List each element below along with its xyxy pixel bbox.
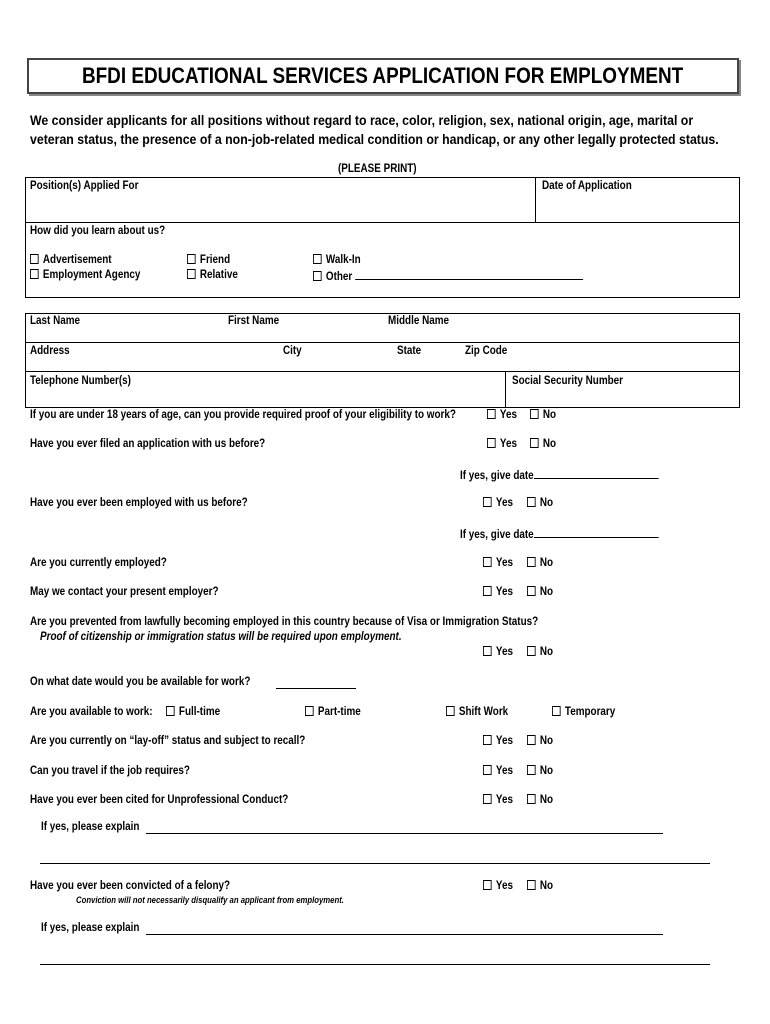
middle-name-label: Middle Name xyxy=(388,315,450,327)
contact-employer-question: May we contact your present employer? xyxy=(30,586,219,598)
checkbox-icon xyxy=(527,880,536,890)
contact-employer-no[interactable]: No xyxy=(527,586,553,598)
visa-yes[interactable]: Yes xyxy=(483,646,513,658)
employed-before-question: Have you ever been employed with us before? xyxy=(30,497,248,509)
checkbox-icon xyxy=(487,409,496,419)
felony-note: Conviction will not necessarily disqualify an applicant from employment. xyxy=(76,895,344,905)
unprofessional-yes[interactable]: Yes xyxy=(483,794,513,806)
layoff-yes[interactable]: Yes xyxy=(483,735,513,747)
felony-explain-field[interactable] xyxy=(146,924,663,935)
checkbox-icon xyxy=(527,557,536,567)
option-walk-in[interactable]: Walk-In xyxy=(313,254,361,266)
employed-before-date-field[interactable] xyxy=(534,527,659,538)
checkbox-icon xyxy=(446,706,455,716)
filed-before-question: Have you ever filed an application with us before? xyxy=(30,438,266,450)
checkbox-icon xyxy=(483,735,492,745)
travel-no[interactable]: No xyxy=(527,765,553,777)
form-title-box xyxy=(27,58,739,94)
ssn-field[interactable] xyxy=(510,389,735,405)
checkbox-icon xyxy=(530,438,539,448)
learn-about-us-label: How did you learn about us? xyxy=(30,225,166,237)
checkbox-icon xyxy=(313,254,322,264)
checkbox-icon xyxy=(483,794,492,804)
please-print-label: (PLEASE PRINT) xyxy=(338,163,417,175)
available-date-question: On what date would you be available for work? xyxy=(30,676,251,688)
visa-note: Proof of citizenship or immigration status will be required upon employment. xyxy=(40,631,402,643)
checkbox-icon xyxy=(483,586,492,596)
felony-explain-label: If yes, please explain xyxy=(41,922,140,934)
checkbox-icon xyxy=(483,765,492,775)
checkbox-icon xyxy=(483,646,492,656)
name-field[interactable] xyxy=(30,328,730,340)
divider xyxy=(25,342,740,343)
unprofessional-question: Have you ever been cited for Unprofessional Conduct? xyxy=(30,794,289,806)
checkbox-icon xyxy=(483,497,492,507)
checkbox-icon xyxy=(313,271,322,281)
checkbox-icon xyxy=(30,254,39,264)
felony-no[interactable]: No xyxy=(527,880,553,892)
divider xyxy=(505,371,506,408)
employed-before-date-label: If yes, give date xyxy=(460,527,658,541)
position-label: Position(s) Applied For xyxy=(30,180,139,192)
last-name-label: Last Name xyxy=(30,315,81,327)
date-of-application-label: Date of Application xyxy=(542,180,632,192)
felony-explain-field-2[interactable] xyxy=(40,954,710,965)
layoff-no[interactable]: No xyxy=(527,735,553,747)
first-name-label: First Name xyxy=(228,315,280,327)
filed-before-no[interactable]: No xyxy=(530,438,556,450)
filed-before-yes[interactable]: Yes xyxy=(487,438,517,450)
under-18-yes[interactable]: Yes xyxy=(487,409,517,421)
checkbox-icon xyxy=(187,269,196,279)
checkbox-icon xyxy=(552,706,561,716)
visa-question: Are you prevented from lawfully becoming employed in this country because of Visa or Immigration Status? xyxy=(30,616,539,628)
checkbox-icon xyxy=(305,706,314,716)
checkbox-icon xyxy=(527,586,536,596)
work-type-temporary[interactable]: Temporary xyxy=(552,706,615,718)
unprofessional-explain-field-2[interactable] xyxy=(40,853,710,864)
unprofessional-explain-field[interactable] xyxy=(146,823,663,834)
work-type-full-time[interactable]: Full-time xyxy=(166,706,220,718)
checkbox-icon xyxy=(166,706,175,716)
option-relative[interactable]: Relative xyxy=(187,269,238,281)
employed-before-no[interactable]: No xyxy=(527,497,553,509)
intro-line-2: veteran status, the presence of a non-job-related medical condition or handicap, or any other legally protected status. xyxy=(30,131,719,147)
available-date-field[interactable] xyxy=(276,678,356,689)
checkbox-icon xyxy=(527,735,536,745)
checkbox-icon xyxy=(483,880,492,890)
employed-before-yes[interactable]: Yes xyxy=(483,497,513,509)
form-title: BFDI EDUCATIONAL SERVICES APPLICATION FOR EMPLOYMENT xyxy=(82,63,684,88)
checkbox-icon xyxy=(527,794,536,804)
checkbox-icon xyxy=(30,269,39,279)
checkbox-icon xyxy=(187,254,196,264)
telephone-label: Telephone Number(s) xyxy=(30,375,131,387)
currently-employed-question: Are you currently employed? xyxy=(30,557,167,569)
option-other[interactable]: Other xyxy=(313,269,583,283)
date-of-application-field[interactable] xyxy=(540,195,735,220)
address-field[interactable] xyxy=(30,358,730,370)
checkbox-icon xyxy=(527,765,536,775)
checkbox-icon xyxy=(483,557,492,567)
unprofessional-no[interactable]: No xyxy=(527,794,553,806)
option-advertisement[interactable]: Advertisement xyxy=(30,254,112,266)
layoff-question: Are you currently on “lay-off” status and subject to recall? xyxy=(30,735,306,747)
divider xyxy=(25,371,740,372)
work-type-shift-work[interactable]: Shift Work xyxy=(446,706,508,718)
available-to-work-question: Are you available to work: xyxy=(30,706,153,718)
ssn-label: Social Security Number xyxy=(512,375,624,387)
intro-line-1: We consider applicants for all positions without regard to race, color, religion, sex, national origin, age, marital or xyxy=(30,112,694,128)
option-friend[interactable]: Friend xyxy=(187,254,230,266)
contact-employer-yes[interactable]: Yes xyxy=(483,586,513,598)
filed-before-date-field[interactable] xyxy=(534,468,659,479)
checkbox-icon xyxy=(530,409,539,419)
filed-before-date-label: If yes, give date xyxy=(460,468,658,482)
unprofessional-explain-label: If yes, please explain xyxy=(41,821,140,833)
felony-yes[interactable]: Yes xyxy=(483,880,513,892)
work-type-part-time[interactable]: Part-time xyxy=(305,706,361,718)
visa-no[interactable]: No xyxy=(527,646,553,658)
divider xyxy=(25,222,740,223)
zip-code-label: Zip Code xyxy=(465,345,508,357)
checkbox-icon xyxy=(527,497,536,507)
checkbox-icon xyxy=(527,646,536,656)
checkbox-icon xyxy=(487,438,496,448)
option-employment-agency[interactable]: Employment Agency xyxy=(30,269,140,281)
under-18-question: If you are under 18 years of age, can you provide required proof of your eligibility to work? xyxy=(30,409,456,421)
travel-yes[interactable]: Yes xyxy=(483,765,513,777)
currently-employed-yes[interactable]: Yes xyxy=(483,557,513,569)
state-label: State xyxy=(397,345,422,357)
telephone-field[interactable] xyxy=(30,389,500,405)
city-label: City xyxy=(283,345,302,357)
divider xyxy=(535,177,536,223)
under-18-no[interactable]: No xyxy=(530,409,556,421)
address-label: Address xyxy=(30,345,70,357)
currently-employed-no[interactable]: No xyxy=(527,557,553,569)
travel-question: Can you travel if the job requires? xyxy=(30,765,190,777)
position-field[interactable] xyxy=(30,195,530,220)
other-field[interactable] xyxy=(355,269,583,280)
felony-question: Have you ever been convicted of a felony? xyxy=(30,880,231,892)
